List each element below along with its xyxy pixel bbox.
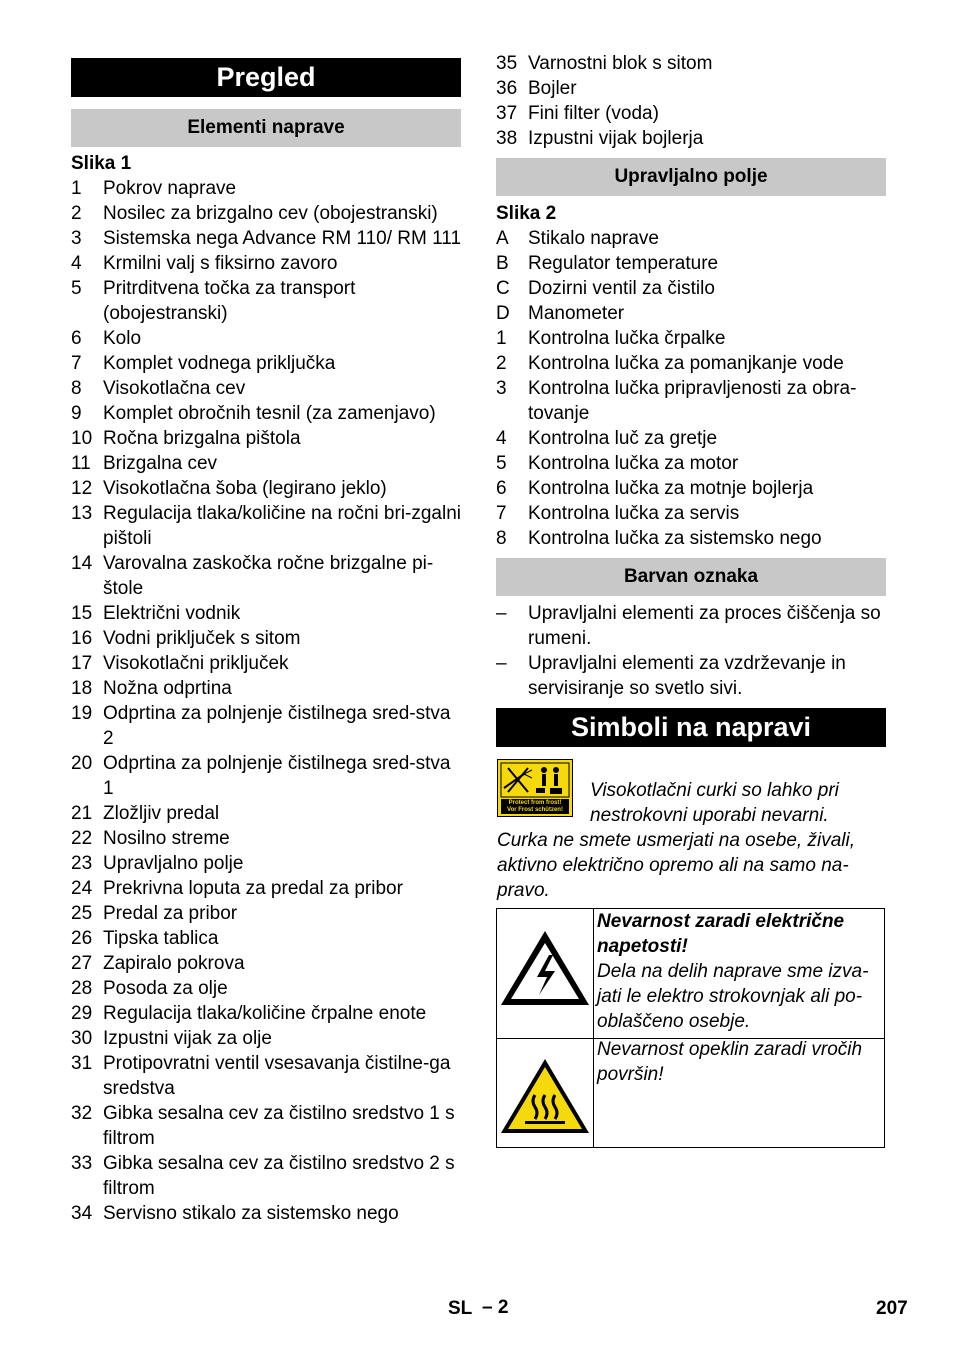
list-item-number: 3 xyxy=(71,228,82,249)
list-item-number: 5 xyxy=(71,278,82,299)
list-item xyxy=(496,51,886,76)
list-item xyxy=(496,426,886,451)
list-item-text: Visokotlačni priključek xyxy=(103,653,289,674)
list-item-number: 7 xyxy=(496,503,507,524)
list-item-text: Izpustni vijak bojlerja xyxy=(528,128,704,149)
list-item-number: 35 xyxy=(496,53,518,74)
list-item xyxy=(71,751,461,801)
figure-label-1: Slika 1 xyxy=(71,153,132,174)
list-item-text: Bojler xyxy=(528,78,577,99)
list-item xyxy=(71,251,461,276)
list-item-text: Vodni priključek s sitom xyxy=(103,628,301,649)
list-item xyxy=(71,626,461,651)
list-item-number: 32 xyxy=(71,1103,93,1124)
list-item-text: Upravljalni elementi za vzdrževanje in servisiranje so svetlo sivi. xyxy=(528,653,846,699)
footer-page-part: – 2 xyxy=(482,1297,509,1318)
list-item-number: 7 xyxy=(71,353,82,374)
list-item xyxy=(71,901,461,926)
list-item xyxy=(71,801,461,826)
list-item-text: Kontrolna lučka za sistemsko nego xyxy=(528,528,822,549)
subsection-title-elementi: Elementi naprave xyxy=(71,109,461,147)
list-item-text: Kontrolna lučka za motnje bojlerja xyxy=(528,478,814,499)
list-item-text: Kontrolna lučka pripravljenosti za obra-tovanje xyxy=(528,378,857,424)
list-item xyxy=(71,276,461,326)
list-item xyxy=(71,451,461,476)
list-item xyxy=(496,101,886,126)
figure-label-2: Slika 2 xyxy=(496,203,557,224)
list-item xyxy=(496,651,886,701)
list-item-number: 3 xyxy=(496,378,507,399)
list-item-number: 22 xyxy=(71,828,93,849)
list-item xyxy=(71,601,461,626)
list-item-number: 21 xyxy=(71,803,93,824)
list-item-number: B xyxy=(496,253,509,274)
list-item xyxy=(71,401,461,426)
subsection-title-upravljalno: Upravljalno polje xyxy=(496,158,886,196)
list-item-number: 26 xyxy=(71,928,93,949)
list-item xyxy=(71,926,461,951)
list-item-text: Predal za pribor xyxy=(103,903,238,924)
list-item-text: Električni vodnik xyxy=(103,603,241,624)
list-item-text: Gibka sesalna cev za čistilno sredstvo 2 s filtrom xyxy=(103,1153,455,1199)
list-item xyxy=(496,226,886,251)
list-item-text: Upravljalni elementi za proces čiščenja so rumeni. xyxy=(528,603,881,649)
list-item-text: Visokotlačna cev xyxy=(103,378,246,399)
list-item-text: Regulacija tlaka/količine na ročni bri-zgalni pištoli xyxy=(103,503,462,549)
electric-warning-title: Nevarnost zaradi električne napetosti! xyxy=(597,911,845,957)
list-item-number: 33 xyxy=(71,1153,93,1174)
list-item-number: 1 xyxy=(71,178,82,199)
list-item-text: Dozirni ventil za čistilo xyxy=(528,278,715,299)
list-item-text: Regulator temperature xyxy=(528,253,719,274)
list-item-number: 4 xyxy=(496,428,507,449)
list-item-text: Upravljalno polje xyxy=(103,853,244,874)
list-item-text: Prekrivna loputa za predal za pribor xyxy=(103,878,403,899)
list-item xyxy=(496,526,886,551)
list-item-number: 23 xyxy=(71,853,93,874)
electric-hazard-icon-cell xyxy=(497,909,594,1038)
list-item-number: 38 xyxy=(496,128,518,149)
list-item-text: Kontrolna lučka za servis xyxy=(528,503,740,524)
electric-warning-body: Dela na delih naprave sme izva-jati le elektro strokovnjak ali po-oblaščeno osebje. xyxy=(597,961,869,1032)
list-item-number: 29 xyxy=(71,1003,93,1024)
list-item-text: Sistemska nega Advance RM 110/ RM 111 xyxy=(103,228,462,249)
list-item xyxy=(71,326,461,351)
list-item-number: – xyxy=(496,603,507,624)
list-item-number: 6 xyxy=(496,478,507,499)
list-item xyxy=(71,851,461,876)
list-item-text: Zložljiv predal xyxy=(103,803,220,824)
list-item xyxy=(496,501,886,526)
hot-surface-icon-cell xyxy=(497,1037,594,1147)
list-item-number: 9 xyxy=(71,403,82,424)
symbol-text-line2: nestrokovni uporabi nevarni. xyxy=(590,805,829,826)
list-item-number: 2 xyxy=(71,203,82,224)
list-item xyxy=(71,551,461,601)
frost-label-line2: Vor Frost schützen! xyxy=(507,807,563,813)
list-item-number: 25 xyxy=(71,903,93,924)
list-item xyxy=(496,476,886,501)
list-item xyxy=(71,201,461,226)
list-item-text: Nožna odprtina xyxy=(103,678,232,699)
burn-warning-row xyxy=(496,1037,885,1148)
list-item-text: Varnostni blok s sitom xyxy=(528,53,713,74)
list-item-number: 30 xyxy=(71,1028,93,1049)
list-item-text: Manometer xyxy=(528,303,625,324)
electric-warning-row xyxy=(496,908,885,1039)
subsection-title-barvan: Barvan oznaka xyxy=(496,558,886,596)
list-item xyxy=(496,451,886,476)
list-item xyxy=(71,351,461,376)
list-item-number: 36 xyxy=(496,78,518,99)
list-item-text: Kontrolna lučka za pomanjkanje vode xyxy=(528,353,844,374)
list-item xyxy=(71,1001,461,1026)
list-item-text: Kontrolna lučka za motor xyxy=(528,453,739,474)
list-item-text: Servisno stikalo za sistemsko nego xyxy=(103,1203,399,1224)
list-item xyxy=(71,176,461,201)
list-item xyxy=(71,1151,461,1201)
list-item-number: A xyxy=(496,228,509,249)
list-item-number: D xyxy=(496,303,510,324)
list-item-number: 37 xyxy=(496,103,518,124)
list-item-number: C xyxy=(496,278,510,299)
list-item xyxy=(71,676,461,701)
list-item-number: 16 xyxy=(71,628,93,649)
list-item xyxy=(71,1201,461,1226)
list-item-number: 20 xyxy=(71,753,93,774)
burn-warning-text: Nevarnost opeklin zaradi vročih površin! xyxy=(597,1039,863,1085)
list-item xyxy=(71,951,461,976)
list-item-text: Gibka sesalna cev za čistilno sredstvo 1 s filtrom xyxy=(103,1103,455,1149)
list-item-number: 10 xyxy=(71,428,93,449)
list-item-text: Tipska tablica xyxy=(103,928,219,949)
list-item xyxy=(496,126,886,151)
list-item-number: 2 xyxy=(496,353,507,374)
list-item-text: Regulacija tlaka/količine črpalne enote xyxy=(103,1003,427,1024)
list-item-number: 12 xyxy=(71,478,93,499)
list-item-number: 15 xyxy=(71,603,93,624)
section-title-pregled: Pregled xyxy=(71,58,461,97)
list-item-number: 1 xyxy=(496,328,507,349)
list-item xyxy=(496,351,886,376)
list-item-text: Ročna brizgalna pištola xyxy=(103,428,301,449)
list-item-number: 18 xyxy=(71,678,93,699)
list-item xyxy=(71,226,461,251)
device-elements-list-continued xyxy=(496,51,886,151)
list-item xyxy=(71,1026,461,1051)
list-item-number: 19 xyxy=(71,703,93,724)
high-pressure-jet-warning-icon xyxy=(497,759,573,817)
list-item-number: 13 xyxy=(71,503,93,524)
list-item-text: Odprtina za polnjenje čistilnega sred-stva 1 xyxy=(103,753,451,799)
color-code-list xyxy=(496,601,886,701)
section-title-simboli: Simboli na napravi xyxy=(496,708,886,747)
list-item-number: 17 xyxy=(71,653,93,674)
list-item-number: 5 xyxy=(496,453,507,474)
list-item-number: 24 xyxy=(71,878,93,899)
list-item xyxy=(71,876,461,901)
list-item xyxy=(496,301,886,326)
control-panel-list xyxy=(496,226,886,551)
hot-surface-icon xyxy=(497,1037,593,1147)
list-item-number: 34 xyxy=(71,1203,93,1224)
list-item xyxy=(496,276,886,301)
list-item-text: Protipovratni ventil vsesavanja čistilne-ga sredstva xyxy=(103,1053,451,1099)
list-item-text: Stikalo naprave xyxy=(528,228,659,249)
list-item xyxy=(71,651,461,676)
device-elements-list xyxy=(71,176,461,1226)
list-item-text: Visokotlačna šoba (legirano jeklo) xyxy=(103,478,387,499)
footer-lang: SL xyxy=(448,1298,473,1319)
symbol-text-line1: Visokotlačni curki so lahko pri xyxy=(590,780,839,801)
list-item-number: 8 xyxy=(71,378,82,399)
list-item-number: 8 xyxy=(496,528,507,549)
list-item-text: Komplet obročnih tesnil (za zamenjavo) xyxy=(103,403,436,424)
list-item-text: Nosilec za brizgalno cev (obojestranski) xyxy=(103,203,438,224)
list-item-number: 28 xyxy=(71,978,93,999)
list-item-text: Kontrolna lučka črpalke xyxy=(528,328,726,349)
electric-hazard-icon xyxy=(497,909,593,1038)
list-item xyxy=(71,976,461,1001)
list-item-number: 27 xyxy=(71,953,93,974)
list-item-text: Fini filter (voda) xyxy=(528,103,659,124)
list-item xyxy=(496,251,886,276)
list-item-text: Brizgalna cev xyxy=(103,453,218,474)
list-item-text: Varovalna zaskočka ročne brizgalne pi-štole xyxy=(103,553,434,599)
list-item-text: Pritrditvena točka za transport (obojestranski) xyxy=(103,278,356,324)
list-item xyxy=(71,826,461,851)
list-item-text: Nosilno streme xyxy=(103,828,230,849)
list-item xyxy=(496,326,886,351)
list-item-number: – xyxy=(496,653,507,674)
list-item-text: Posoda za olje xyxy=(103,978,228,999)
list-item xyxy=(71,501,461,551)
list-item xyxy=(71,1101,461,1151)
list-item xyxy=(71,476,461,501)
list-item xyxy=(71,1051,461,1101)
list-item xyxy=(71,426,461,451)
footer-page-number: 207 xyxy=(876,1298,908,1319)
list-item xyxy=(71,701,461,751)
symbol-text-rest: Curka ne smete usmerjati na osebe, živali, aktivno električno opremo ali na samo na-pravo. xyxy=(497,830,855,901)
list-item-number: 14 xyxy=(71,553,93,574)
list-item xyxy=(496,76,886,101)
list-item-text: Kontrolna luč za gretje xyxy=(528,428,718,449)
list-item-text: Kolo xyxy=(103,328,142,349)
list-item xyxy=(71,376,461,401)
list-item-text: Zapiralo pokrova xyxy=(103,953,245,974)
list-item-text: Odprtina za polnjenje čistilnega sred-stva 2 xyxy=(103,703,451,749)
list-item-text: Krmilni valj s fiksirno zavoro xyxy=(103,253,338,274)
list-item-number: 6 xyxy=(71,328,82,349)
list-item-text: Komplet vodnega priključka xyxy=(103,353,336,374)
list-item-text: Pokrov naprave xyxy=(103,178,237,199)
list-item-number: 11 xyxy=(71,453,91,474)
list-item-number: 4 xyxy=(71,253,82,274)
list-item xyxy=(496,601,886,651)
frost-label-line1: Protect from frost! xyxy=(508,800,562,806)
electric-warning-text xyxy=(594,909,884,1038)
list-item-number: 31 xyxy=(71,1053,93,1074)
list-item-text: Izpustni vijak za olje xyxy=(103,1028,272,1049)
list-item xyxy=(496,376,886,426)
